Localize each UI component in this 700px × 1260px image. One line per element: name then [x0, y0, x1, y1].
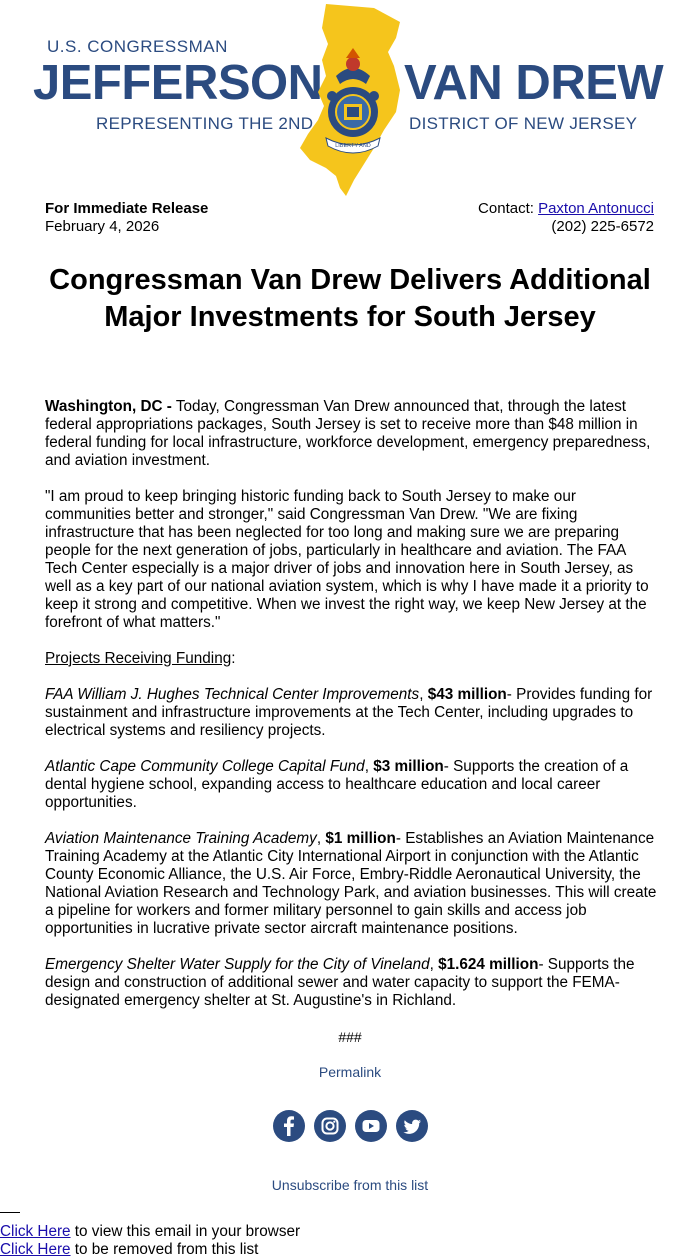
release-date: February 4, 2026	[45, 218, 160, 235]
project-name: Aviation Maintenance Training Academy	[45, 830, 317, 847]
project-item	[45, 830, 657, 938]
press-release-title: Congressman Van Drew Delivers Additional Major Investments for South Jersey	[49, 264, 651, 333]
social-links	[273, 1110, 429, 1142]
project-description: - Provides funding for sustainment and infrastructure improvements at the Tech Center, including upgrades to electrical systems and resiliency projects.	[45, 686, 653, 739]
project-description: - Supports the design and construction of additional sewer and water capacity to support the FEMA-designated emergency shelter at St. Augustine's in Richland.	[45, 956, 635, 1009]
header-tagline-right: DISTRICT OF NEW JERSEY	[409, 114, 638, 133]
project-name: Emergency Shelter Water Supply for the City of Vineland	[45, 956, 430, 973]
footer-rule	[0, 1212, 20, 1213]
project-item	[45, 686, 657, 740]
project-amount: $3 million	[373, 758, 444, 775]
project-separator: ,	[364, 758, 374, 775]
instagram-icon[interactable]	[314, 1110, 346, 1142]
release-label: For Immediate Release	[45, 200, 209, 217]
quote-paragraph: "I am proud to keep bringing historic funding back to South Jersey to make our communities better and stronger," said Congressman Van Drew. "We are fixing infrastructure that has been neglected for too long and making sure we are preparing people for the next generation of jobs, particularly in healthcare and aviation. The FAA Tech Center especially is a major driver of jobs and innovation here in South Jersey, as well as a key part of our national aviation system, which is why I have made it a priority to keep it strong and competitive. When we invest the right way, we keep New Jersey at the forefront of what matters."	[45, 488, 649, 631]
view-in-browser-text: to view this email in your browser	[70, 1223, 301, 1240]
press-release-body	[45, 398, 657, 1010]
project-amount: $1.624 million	[438, 956, 539, 973]
twitter-icon[interactable]	[396, 1110, 428, 1142]
view-in-browser-link[interactable]: Click Here	[0, 1223, 71, 1240]
remove-from-list-text: to be removed from this list	[70, 1241, 259, 1258]
permalink-link[interactable]: Permalink	[318, 1064, 382, 1080]
intro-location: Washington, DC -	[45, 398, 172, 415]
end-marker: ###	[338, 1029, 362, 1045]
contact-label: Contact:	[478, 200, 539, 217]
facebook-icon[interactable]	[273, 1110, 305, 1142]
project-description: - Supports the creation of a dental hygiene school, expanding access to healthcare education and local career opportunities.	[45, 758, 629, 811]
youtube-icon[interactable]	[355, 1110, 387, 1142]
contact-phone: (202) 225-6572	[551, 218, 654, 235]
project-amount: $43 million	[427, 686, 507, 703]
project-item	[45, 758, 657, 812]
intro-paragraph	[45, 398, 657, 470]
projects-heading: Projects Receiving Funding	[45, 650, 232, 667]
intro-text: Today, Congressman Van Drew announced that, through the latest federal appropriations packages, South Jersey is set to receive more than $48 million in federal funding for local infrastructure, workforce development, emergency preparedness, and aviation investment.	[45, 398, 651, 469]
header-name-last: VAN DREW	[404, 56, 664, 110]
remove-from-list-link[interactable]: Click Here	[0, 1241, 71, 1258]
project-description: - Establishes an Aviation Maintenance Training Academy at the Atlantic City International Airport in conjunction with the Atlantic County Economic Alliance, the U.S. Air Force, Embry-Riddle Aeronautical University, the National Aviation Research and Technology Park, and aviation businesses. This will create a pipeline for workers and former military personnel to gain skills and access job opportunities in lucrative private sector aircraft maintenance positions.	[45, 830, 657, 937]
project-separator: ,	[316, 830, 326, 847]
project-separator: ,	[429, 956, 439, 973]
unsubscribe-link[interactable]: Unsubscribe from this list	[271, 1177, 429, 1193]
seal-motto: LIBERTY AND	[335, 143, 371, 149]
header-small-title: U.S. CONGRESSMAN	[47, 37, 228, 56]
new-jersey-map-logo	[296, 0, 408, 200]
header-name-first: JEFFERSON	[33, 56, 323, 110]
email-footer	[0, 1223, 300, 1259]
header-tagline-left: REPRESENTING THE 2ND	[96, 114, 314, 133]
projects-heading-paragraph	[45, 650, 657, 668]
email-header	[0, 0, 700, 200]
project-name: Atlantic Cape Community College Capital Fund	[45, 758, 365, 775]
project-item	[45, 956, 657, 1010]
contact-name-link[interactable]: Paxton Antonucci	[538, 200, 654, 217]
project-separator: ,	[419, 686, 428, 703]
project-name: FAA William J. Hughes Technical Center Improvements	[45, 686, 420, 703]
project-amount: $1 million	[325, 830, 396, 847]
projects-heading-suffix: :	[231, 650, 236, 667]
